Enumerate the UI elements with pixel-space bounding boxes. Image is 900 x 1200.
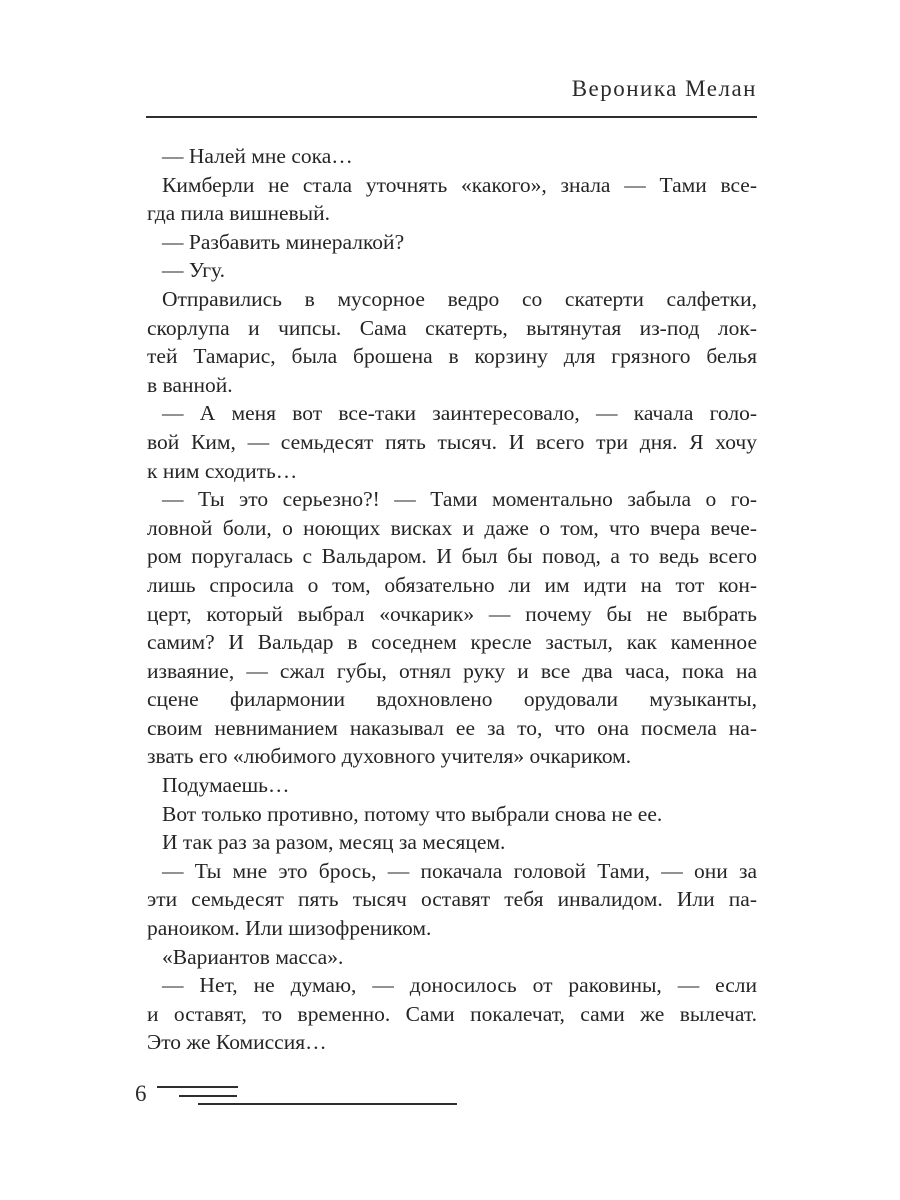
paragraph [147,971,757,1057]
text-line: — Налей мне сока… [162,144,353,168]
footer-decorative-rule-1 [157,1086,238,1088]
text-line: к ним сходить… [147,458,298,483]
paragraph [147,800,757,829]
paragraph [147,285,757,399]
text-line: тей Тамарис, была брошена в корзину для грязного белья [147,344,757,369]
text-line: — Ты мне это брось, — покачала головой Тами, — они за [162,858,757,883]
paragraph [147,142,757,171]
paragraph [147,399,757,485]
running-header-title: Вероника Мелан [571,76,757,101]
text-line: гда пила вишневый. [147,201,331,226]
text-line: вой Ким, — семьдесят пять тысяч. И всего три дня. Я хочу [147,429,757,454]
text-line: Вот только противно, потому что выбрали снова не ее. [162,801,663,826]
text-line: Отправились в мусорное ведро со скатерти салфетки, [162,286,757,311]
text-line: и оставят, то временно. Сами покалечат, сами же вылечат. [147,1001,757,1026]
paragraph [147,171,757,228]
paragraph [147,485,757,771]
text-line: И так раз за разом, месяц за месяцем. [162,830,506,855]
text-line: — Угу. [162,258,225,283]
page-number: 6 [135,1081,147,1106]
footer-decorative-rule-2 [179,1095,237,1097]
paragraph [147,857,757,943]
text-line: — Ты это серьезно?! — Тами моментально забыла о го- [162,487,757,512]
text-line: скорлупа и чипсы. Сама скатерть, вытянутая из-под лок- [147,315,757,340]
text-line: Это же Комиссия… [147,1030,327,1055]
text-line: ром поругалась с Вальдаром. И был бы повод, а то ведь всего [147,544,757,569]
header-rule [146,116,757,118]
text-line: «Вариантов масса». [162,944,344,969]
text-line: — А меня вот все-таки заинтересовало, — качала голо- [162,401,757,426]
text-line: эти семьдесят пять тысяч оставят тебя инвалидом. Или па- [147,887,757,912]
paragraph [147,256,757,285]
paragraph [147,828,757,857]
text-line: раноиком. Или шизофреником. [147,916,432,941]
text-line: — Нет, не думаю, — доносилось от раковины, — если [162,973,757,998]
footer-decorative-rule-3 [198,1103,457,1105]
text-line: изваяние, — сжал губы, отнял руку и все два часа, пока на [147,658,757,683]
text-line: лишь спросила о том, обязательно ли им идти на тот кон- [147,572,757,597]
text-line: самим? И Вальдар в соседнем кресле застыл, как каменное [147,630,757,655]
paragraph [147,228,757,257]
page-text [147,142,757,1057]
text-line: звать его «любимого духовного учителя» очкариком. [147,744,632,769]
text-line: в ванной. [147,372,233,397]
text-line: — Разбавить минералкой? [162,229,405,254]
text-line: ловной боли, о ноющих висках и даже о том, что вчера вече- [147,515,757,540]
text-line: Подумаешь… [162,773,290,798]
text-line: сцене филармонии вдохновлено орудовали музыканты, [147,687,757,712]
paragraph [147,771,757,800]
text-line: церт, который выбрал «очкарик» — почему бы не выбрать [147,601,757,626]
text-line: своим невниманием наказывал ее за то, что она посмела на- [147,715,757,740]
text-line: Кимберли не стала уточнять «какого», знала — Тами все- [162,172,757,197]
paragraph [147,943,757,972]
